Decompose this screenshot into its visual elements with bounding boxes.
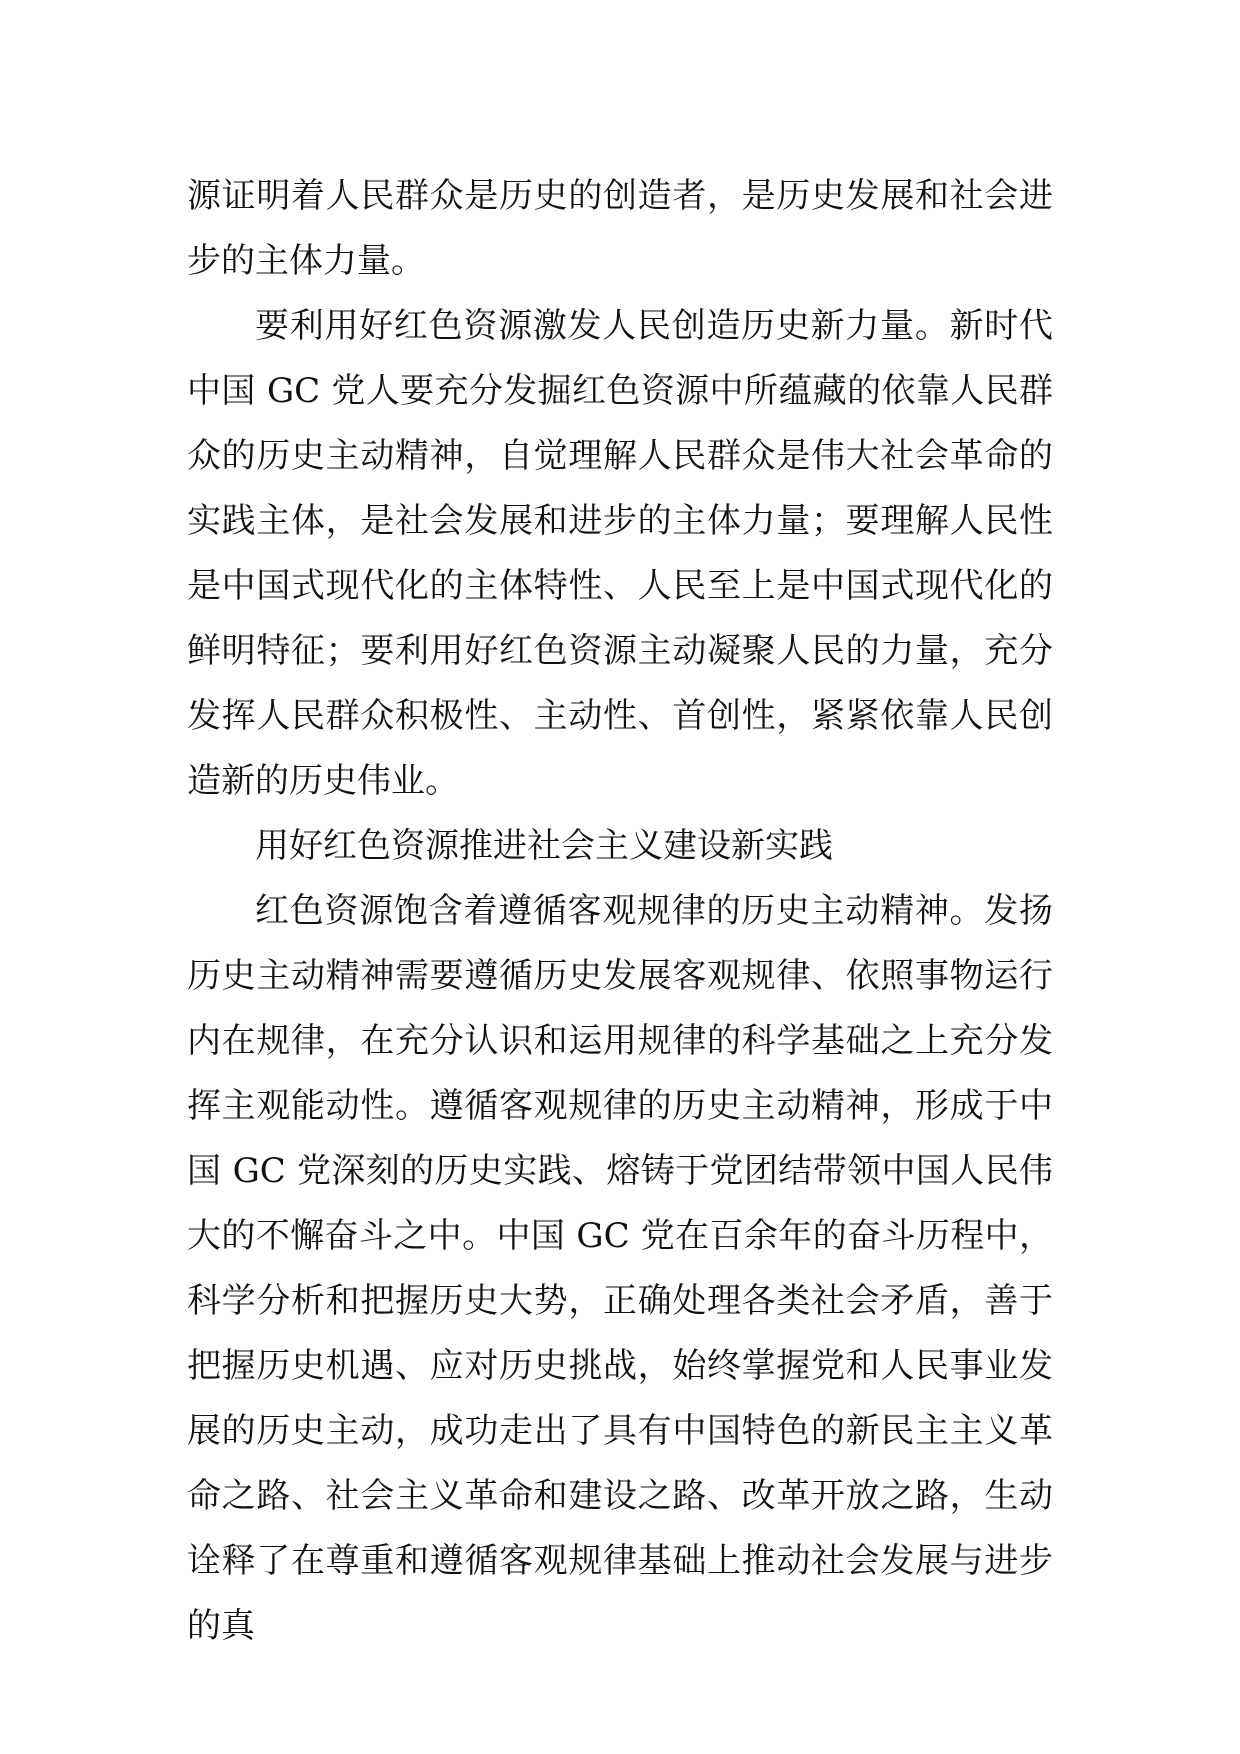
- paragraph-objective-laws: 红色资源饱含着遵循客观规律的历史主动精神。发扬历史主动精神需要遵循历史发展客观规律、依照事物运行内在规律，在充分认识和运用规律的科学基础之上充分发挥主观能动性。遵循客观规律的历史主动精神，形成于中国 GC 党深刻的历史实践、熔铸于党团结带领中国人民伟大的不懈奋斗之中。中国 GC 党在百余年的奋斗历程中，科学分析和把握历史大势，正确处理各类社会矛盾，善于把握历史机遇、应对历史挑战，始终掌握党和人民事业发展的历史主动，成功走出了具有中国特色的新民主主义革命之路、社会主义革命和建设之路、改革开放之路，生动诠释了在尊重和遵循客观规律基础上推动社会发展与进步的真: [187, 891, 1053, 1646]
- document-body: [187, 164, 1053, 1659]
- paragraph-people-power: 要利用好红色资源激发人民创造历史新力量。新时代中国 GC 党人要充分发掘红色资源中所蕴藏的依靠人民群众的历史主动精神，自觉理解人民群众是伟大社会革命的实践主体，是社会发展和进步的主体力量；要理解人民性是中国式现代化的主体特性、人民至上是中国式现代化的鲜明特征；要利用好红色资源主动凝聚人民的力量，充分发挥人民群众积极性、主动性、首创性，紧紧依靠人民创造新的历史伟业。: [187, 306, 1053, 801]
- paragraph-continuation: 源证明着人民群众是历史的创造者，是历史发展和社会进步的主体力量。: [187, 176, 1053, 281]
- section-subheading: 用好红色资源推进社会主义建设新实践: [255, 826, 833, 866]
